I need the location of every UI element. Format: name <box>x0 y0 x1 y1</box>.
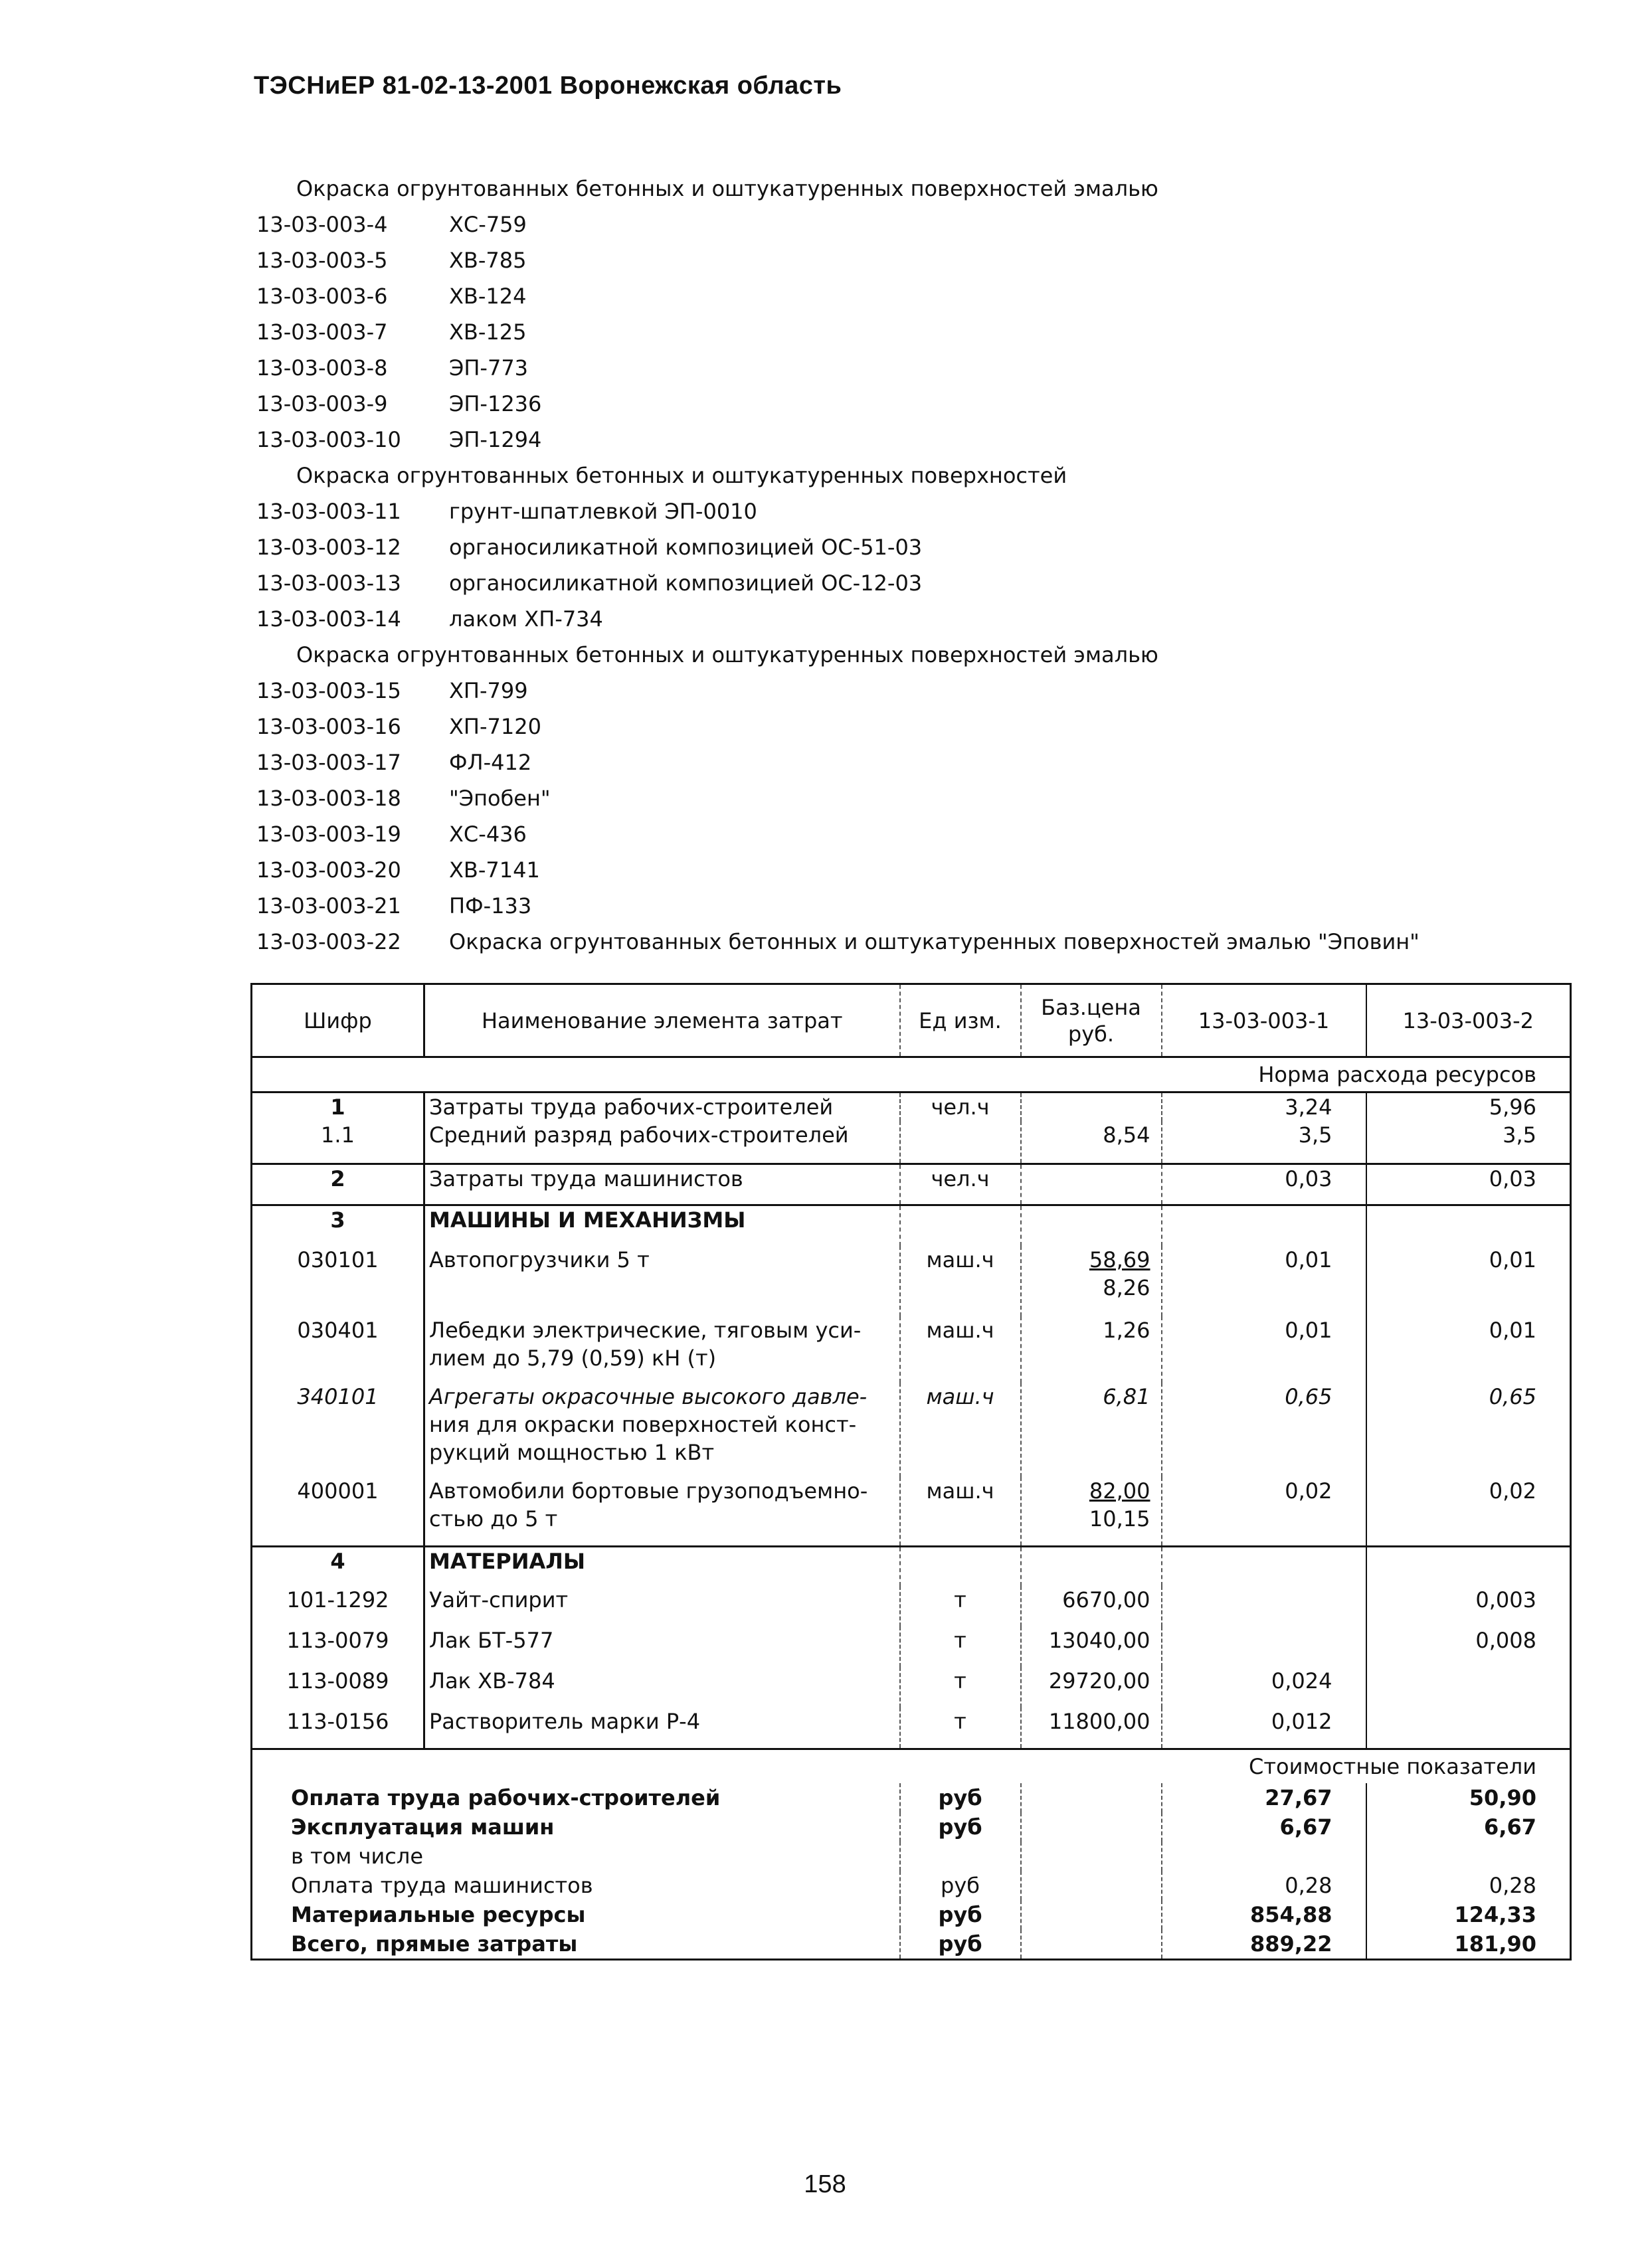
list-item <box>256 207 1505 242</box>
table-row <box>252 1586 1571 1626</box>
summary-label: Оплата труда рабочих-строителей <box>252 1783 900 1812</box>
table-row <box>252 1205 1571 1246</box>
header-unit: Ед изм. <box>900 984 1021 1057</box>
header-price-line2: руб. <box>1067 1021 1115 1047</box>
summary-value-2: 0,28 <box>1366 1871 1571 1900</box>
cell-name-line: лием до 5,79 (0,59) кН (т) <box>429 1346 717 1371</box>
header-col1: 13-03-003-1 <box>1162 984 1366 1057</box>
summary-unit: руб <box>900 1783 1021 1812</box>
cell-name-line: стью до 5 т <box>429 1506 558 1531</box>
summary-value-1: 27,67 <box>1162 1783 1366 1812</box>
table-row <box>252 1383 1571 1477</box>
item-desc: ХВ-785 <box>449 248 527 273</box>
cell-code: 4 <box>252 1546 424 1586</box>
cell-code: 113-0089 <box>252 1667 424 1707</box>
cell-name <box>424 1316 900 1383</box>
summary-value-1 <box>1162 1842 1366 1871</box>
cell-value-1 <box>1162 1626 1366 1667</box>
item-code: 13-03-003-7 <box>256 319 388 345</box>
cell-code: 101-1292 <box>252 1586 424 1626</box>
cell-unit: т <box>900 1586 1021 1626</box>
cell-code: 113-0079 <box>252 1626 424 1667</box>
list-item <box>256 314 1505 350</box>
item-code: 13-03-003-22 <box>256 929 401 954</box>
list-item <box>256 493 1505 529</box>
cell-name: МАТЕРИАЛЫ <box>424 1546 900 1586</box>
cell-value-1: 0,01 <box>1162 1246 1366 1316</box>
cell-value-2: 0,008 <box>1366 1626 1571 1667</box>
list-item <box>256 852 1505 888</box>
summary-value-1: 889,22 <box>1162 1929 1366 1960</box>
summary-label: Эксплуатация машин <box>252 1812 900 1842</box>
summary-unit: руб <box>900 1812 1021 1842</box>
item-code: 13-03-003-20 <box>256 857 401 883</box>
table-row <box>252 1121 1571 1164</box>
cell-name: МАШИНЫ И МЕХАНИЗМЫ <box>424 1205 900 1246</box>
cell-name: Затраты труда рабочих-строителей <box>424 1092 900 1122</box>
summary-value-2: 181,90 <box>1366 1929 1571 1960</box>
item-desc: ХВ-125 <box>449 319 527 345</box>
item-desc: грунт-шпатлевкой ЭП-0010 <box>449 499 757 524</box>
list-item <box>256 529 1505 565</box>
cell-value-1: 0,024 <box>1162 1667 1366 1707</box>
cell-name <box>424 1477 900 1546</box>
list-item <box>256 888 1505 924</box>
item-code: 13-03-003-6 <box>256 284 388 309</box>
item-desc: ХП-7120 <box>449 714 541 739</box>
section-row <box>252 1749 1571 1783</box>
cell-name: Затраты труда машинистов <box>424 1164 900 1205</box>
item-code: 13-03-003-9 <box>256 391 388 416</box>
list-item <box>256 565 1505 601</box>
header-code: Шифр <box>252 984 424 1057</box>
cell-unit <box>900 1121 1021 1164</box>
cell-value-1: 3,5 <box>1162 1121 1366 1164</box>
table-header-row <box>252 984 1571 1057</box>
summary-row <box>252 1812 1571 1842</box>
summary-value-1: 6,67 <box>1162 1812 1366 1842</box>
cell-name-line: Лебедки электрические, тяговым уси- <box>429 1318 862 1343</box>
table-row <box>252 1246 1571 1316</box>
item-code: 13-03-003-11 <box>256 499 401 524</box>
header-col2: 13-03-003-2 <box>1366 984 1571 1057</box>
table-row <box>252 1626 1571 1667</box>
cell-price <box>1021 1092 1162 1122</box>
cell-unit: т <box>900 1667 1021 1707</box>
item-code: 13-03-003-18 <box>256 786 401 811</box>
list-item <box>256 386 1505 422</box>
cell-name-line: Автомобили бортовые грузоподъемно- <box>429 1478 868 1504</box>
item-code: 13-03-003-16 <box>256 714 401 739</box>
summary-row <box>252 1929 1571 1960</box>
cell-value-1: 0,012 <box>1162 1707 1366 1749</box>
section-row <box>252 1057 1571 1092</box>
item-code: 13-03-003-5 <box>256 248 388 273</box>
cell-code: 1 <box>252 1092 424 1122</box>
item-code: 13-03-003-10 <box>256 427 401 452</box>
item-desc: органосиликатной композицией ОС-12-03 <box>449 570 923 596</box>
cell-value-2: 0,003 <box>1366 1586 1571 1626</box>
group-title: Окраска огрунтованных бетонных и оштукатуренных поверхностей эмалью <box>296 642 1158 667</box>
cell-value-1: 0,01 <box>1162 1316 1366 1383</box>
summary-label: Материальные ресурсы <box>252 1900 900 1929</box>
cell-value-2 <box>1366 1667 1571 1707</box>
item-code: 13-03-003-14 <box>256 606 401 632</box>
cell-unit: т <box>900 1626 1021 1667</box>
table-row <box>252 1707 1571 1749</box>
cell-price: 29720,00 <box>1021 1667 1162 1707</box>
resource-table <box>250 983 1572 1961</box>
cell-price <box>1021 1246 1162 1316</box>
cell-unit: маш.ч <box>900 1383 1021 1477</box>
cell-name: Уайт-спирит <box>424 1586 900 1626</box>
table-row <box>252 1316 1571 1383</box>
item-desc: лаком ХП-734 <box>449 606 603 632</box>
list-item <box>256 816 1505 852</box>
item-desc: ХВ-124 <box>449 284 527 309</box>
summary-unit <box>900 1842 1021 1871</box>
item-desc: Окраска огрунтованных бетонных и оштукатуренных поверхностей эмалью "Эповин" <box>449 929 1420 954</box>
cell-value-2: 3,5 <box>1366 1121 1571 1164</box>
cell-code: 030101 <box>252 1246 424 1316</box>
cell-price: 11800,00 <box>1021 1707 1162 1749</box>
table-row <box>252 1092 1571 1122</box>
summary-value-2: 50,90 <box>1366 1783 1571 1812</box>
cell-name-line: ния для окраски поверхностей конст- <box>429 1412 857 1437</box>
summary-row <box>252 1900 1571 1929</box>
cell-unit: маш.ч <box>900 1246 1021 1316</box>
list-item <box>256 601 1505 637</box>
cell-code: 2 <box>252 1164 424 1205</box>
cell-price <box>1021 1164 1162 1205</box>
item-desc: ХП-799 <box>449 678 528 703</box>
summary-row <box>252 1842 1571 1871</box>
item-desc: ПФ-133 <box>449 893 532 918</box>
cell-value-1: 0,02 <box>1162 1477 1366 1546</box>
summary-value-1: 854,88 <box>1162 1900 1366 1929</box>
header-price <box>1021 984 1162 1057</box>
summary-value-1: 0,28 <box>1162 1871 1366 1900</box>
cell-price: 1,26 <box>1021 1316 1162 1383</box>
item-code: 13-03-003-12 <box>256 535 401 560</box>
table-row <box>252 1164 1571 1205</box>
table-row <box>252 1667 1571 1707</box>
cell-price: 6670,00 <box>1021 1586 1162 1626</box>
summary-row <box>252 1871 1571 1900</box>
cell-unit: чел.ч <box>900 1164 1021 1205</box>
summary-label: Всего, прямые затраты <box>252 1929 900 1960</box>
item-code: 13-03-003-13 <box>256 570 401 596</box>
cell-value-2: 5,96 <box>1366 1092 1571 1122</box>
cell-unit: т <box>900 1707 1021 1749</box>
cell-value-1 <box>1162 1586 1366 1626</box>
intro-list <box>256 171 1505 960</box>
cell-value-1: 0,03 <box>1162 1164 1366 1205</box>
item-desc: ХС-436 <box>449 822 527 847</box>
cell-value-2: 0,01 <box>1366 1316 1571 1383</box>
cell-price-main: 82,00 <box>1089 1478 1150 1504</box>
summary-unit: руб <box>900 1900 1021 1929</box>
norm-section-label: Норма расхода ресурсов <box>252 1057 1571 1092</box>
cell-code: 400001 <box>252 1477 424 1546</box>
cell-code: 113-0156 <box>252 1707 424 1749</box>
cell-price-sub: 8,26 <box>1103 1275 1150 1300</box>
cell-price <box>1021 1477 1162 1546</box>
table-row <box>252 1546 1571 1586</box>
list-item <box>256 673 1505 709</box>
cell-price: 13040,00 <box>1021 1626 1162 1667</box>
list-item <box>256 242 1505 278</box>
item-code: 13-03-003-21 <box>256 893 401 918</box>
cell-price-main: 58,69 <box>1089 1247 1150 1272</box>
summary-label: в том числе <box>252 1842 900 1871</box>
table-row <box>252 1477 1571 1546</box>
cell-value-2 <box>1366 1707 1571 1749</box>
cell-value-1: 3,24 <box>1162 1092 1366 1122</box>
item-desc: ХВ-7141 <box>449 857 540 883</box>
item-desc: ЭП-1294 <box>449 427 542 452</box>
cell-value-1: 0,65 <box>1162 1383 1366 1477</box>
item-desc: ФЛ-412 <box>449 750 532 775</box>
header-price-line1: Баз.цена <box>1041 994 1141 1020</box>
summary-label: Оплата труда машинистов <box>252 1871 900 1900</box>
item-desc: ХС-759 <box>449 212 527 237</box>
item-desc: органосиликатной композицией ОС-51-03 <box>449 535 923 560</box>
item-desc: ЭП-1236 <box>449 391 542 416</box>
page-title: ТЭСНиЕР 81-02-13-2001 Воронежская область <box>254 72 842 100</box>
cell-unit: чел.ч <box>900 1092 1021 1122</box>
summary-value-2 <box>1366 1842 1571 1871</box>
list-item <box>256 422 1505 458</box>
cell-price: 6,81 <box>1021 1383 1162 1477</box>
cell-unit: маш.ч <box>900 1316 1021 1383</box>
item-code: 13-03-003-17 <box>256 750 401 775</box>
group-title: Окраска огрунтованных бетонных и оштукатуренных поверхностей эмалью <box>296 176 1158 201</box>
summary-value-2: 6,67 <box>1366 1812 1571 1842</box>
item-code: 13-03-003-19 <box>256 822 401 847</box>
item-code: 13-03-003-4 <box>256 212 388 237</box>
cell-unit: маш.ч <box>900 1477 1021 1546</box>
cell-price: 8,54 <box>1021 1121 1162 1164</box>
cell-name-line: Агрегаты окрасочные высокого давле- <box>429 1384 868 1409</box>
summary-row <box>252 1783 1571 1812</box>
cell-code: 030401 <box>252 1316 424 1383</box>
list-item <box>256 709 1505 744</box>
item-code: 13-03-003-15 <box>256 678 401 703</box>
group-title: Окраска огрунтованных бетонных и оштукатуренных поверхностей <box>296 463 1067 488</box>
cell-code: 340101 <box>252 1383 424 1477</box>
cell-name <box>424 1383 900 1477</box>
cell-value-2: 0,02 <box>1366 1477 1571 1546</box>
list-item <box>256 924 1505 960</box>
summary-value-2: 124,33 <box>1366 1900 1571 1929</box>
list-item <box>256 780 1505 816</box>
cell-price-sub: 10,15 <box>1089 1506 1150 1531</box>
page-number: 158 <box>804 2170 846 2198</box>
cell-value-2: 0,03 <box>1366 1164 1571 1205</box>
summary-unit: руб <box>900 1871 1021 1900</box>
cell-name: Автопогрузчики 5 т <box>424 1246 900 1316</box>
cell-value-2: 0,65 <box>1366 1383 1571 1477</box>
cell-name-line: рукций мощностью 1 кВт <box>429 1440 715 1465</box>
cost-section-label: Стоимостные показатели <box>252 1749 1571 1783</box>
item-desc: "Эпобен" <box>449 786 551 811</box>
summary-unit: руб <box>900 1929 1021 1960</box>
list-item <box>256 350 1505 386</box>
cell-name: Растворитель марки Р-4 <box>424 1707 900 1749</box>
cell-code: 1.1 <box>252 1121 424 1164</box>
item-code: 13-03-003-8 <box>256 355 388 381</box>
cell-name: Средний разряд рабочих-строителей <box>424 1121 900 1164</box>
header-name: Наименование элемента затрат <box>424 984 900 1057</box>
cell-code: 3 <box>252 1205 424 1246</box>
cell-value-2: 0,01 <box>1366 1246 1571 1316</box>
list-item <box>256 744 1505 780</box>
item-desc: ЭП-773 <box>449 355 529 381</box>
list-item <box>256 278 1505 314</box>
cell-name: Лак ХВ-784 <box>424 1667 900 1707</box>
cell-name: Лак БТ-577 <box>424 1626 900 1667</box>
